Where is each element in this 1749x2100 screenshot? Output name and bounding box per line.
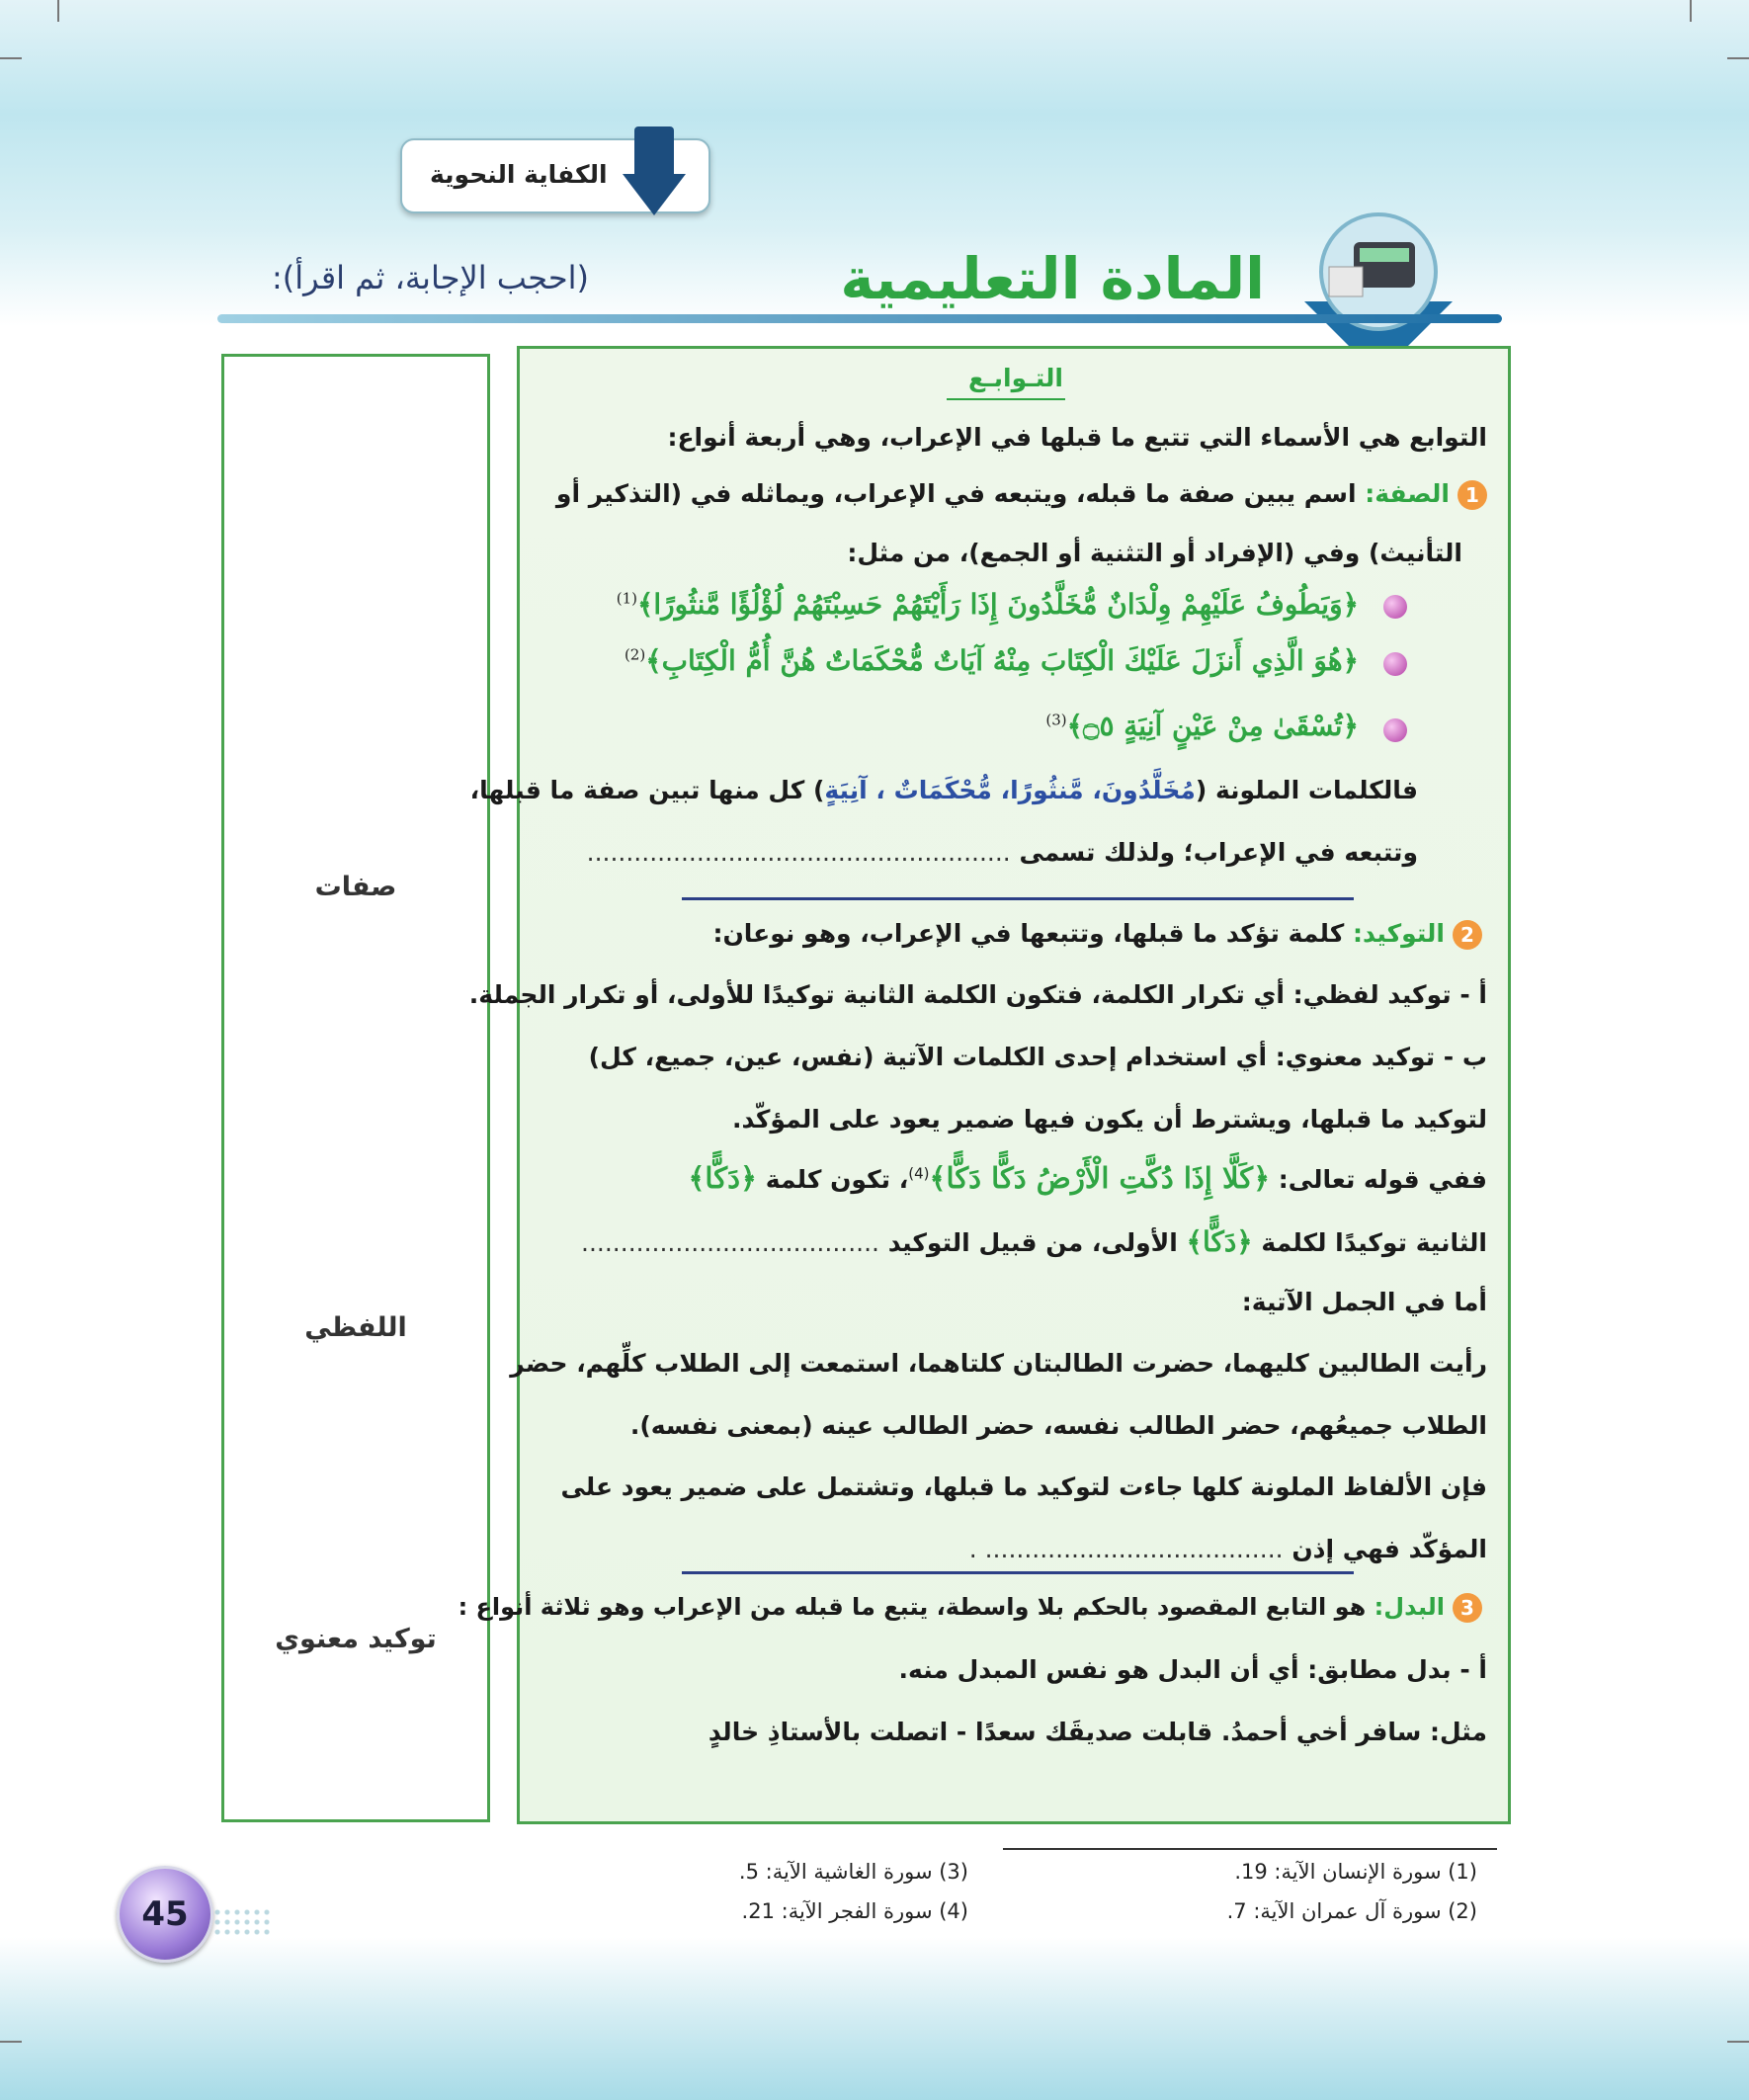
text: ففي قوله تعالى: [1278, 1165, 1487, 1194]
section-1-line-3 [470, 776, 1418, 804]
verse-word: ﴿دَكًّا﴾ [688, 1161, 757, 1195]
section-text: كلمة تؤكد ما قبلها، وتتبعها في الإعراب، وهو نوعان: [712, 919, 1345, 948]
verse-text: ﴿كَلَّا إِذَا دُكَّتِ الْأَرْضُ دَكًّا دَكًّا﴾ [929, 1161, 1271, 1195]
section-2-line-10: فإن الألفاظ الملونة كلها جاءت لتوكيد ما قبلها، وتشتمل على ضمير يعود على [560, 1472, 1487, 1501]
answer-column [221, 354, 490, 1822]
section-1-line-4 [587, 838, 1418, 867]
answer-2: اللفظي [304, 1312, 407, 1343]
verse-ref: (1) [616, 589, 637, 608]
footnote-1: (1) سورة الإنسان الآية: 19. [1234, 1860, 1477, 1884]
section-2-line-8: رأيت الطالبين كليهما، حضرت الطالبتان كلتاهما، استمعت إلى الطلاب كلِّهم، حضر [510, 1349, 1487, 1378]
page-number-badge: 45 [117, 1866, 213, 1963]
decorative-dots [212, 1907, 272, 1937]
verse-word: ﴿دَكًّا﴾ [1186, 1225, 1253, 1258]
section-tab-label: الكفاية النحوية [430, 160, 608, 189]
bullet-icon [1383, 652, 1407, 676]
section-text: هو التابع المقصود بالحكم بلا واسطة، يتبع ما قبله من الإعراب وهو ثلاثة أنواع : [458, 1593, 1367, 1621]
text: المؤكّد فهي إذن [1291, 1535, 1487, 1563]
answer-blank: ...................................................... [586, 838, 1011, 867]
content-heading: التـوابـع [968, 364, 1063, 392]
crop-mark [1727, 2041, 1749, 2043]
text: الثانية توكيدًا لكلمة [1261, 1228, 1487, 1257]
section-2-line-11 [969, 1535, 1487, 1563]
section-3-line-3: مثل: سافر أخي أحمدُ. قابلت صديقَك سعدًا - اتصلت بالأستاذِ خالدٍ [708, 1718, 1487, 1746]
answer-1: صفات [314, 872, 397, 902]
footnote-rule [1003, 1848, 1497, 1850]
section-3-line-2: أ - بدل مطابق: أي أن البدل هو نفس المبدل منه. [898, 1655, 1487, 1684]
footnote-2: (2) سورة آل عمران الآية: 7. [1226, 1899, 1477, 1923]
separator-line [682, 1571, 1354, 1574]
crop-mark [1727, 57, 1749, 59]
text: ) كل منها تبين صفة ما قبلها، [469, 776, 825, 804]
arrow-down-icon-head [623, 174, 686, 215]
text: فالكلمات الملونة ( [1195, 776, 1418, 804]
verse-1 [617, 588, 1359, 621]
bullet-icon [1383, 718, 1407, 742]
footnote-4: (4) سورة الفجر الآية: 21. [741, 1899, 968, 1923]
section-2-line-3: ب - توكيد معنوي: أي استخدام إحدى الكلمات الآتية (نفس، عين، جميع، كل) [588, 1043, 1487, 1071]
verse-2 [625, 644, 1359, 677]
title-underline-bar [217, 314, 1502, 323]
separator-line [682, 897, 1354, 900]
section-number-badge: 1 [1458, 480, 1487, 510]
text: وتتبعه في الإعراب؛ ولذلك تسمى [1019, 838, 1418, 867]
verse-text: ﴿هُوَ الَّذِي أَنزَلَ عَلَيْكَ الْكِتَابَ مِنْهُ آيَاتٌ مُّحْكَمَاتٌ هُنَّ أُمُّ الْكِتَابِ﴾ [645, 644, 1359, 677]
footer-background [0, 1937, 1749, 2100]
crop-mark [1690, 0, 1692, 22]
section-2-line-5 [688, 1161, 1487, 1195]
section-1-line-2: التأنيث) وفي (الإفراد أو التثنية أو الجمع)، من مثل: [847, 539, 1462, 567]
section-text: اسم يبين صفة ما قبله، ويتبعه في الإعراب، ويماثله في (التذكير أو [555, 479, 1357, 508]
page-title: المادة التعليمية [840, 245, 1265, 312]
bullet-icon [1383, 595, 1407, 619]
section-2-line-7: أما في الجمل الآتية: [1241, 1288, 1487, 1316]
answer-blank: ...................................... [581, 1228, 879, 1257]
section-2-line-6 [581, 1225, 1487, 1258]
section-keyword: الصفة: [1365, 479, 1450, 508]
crop-mark [0, 2041, 22, 2043]
text: الأولى، من قبيل التوكيد [887, 1228, 1178, 1257]
answer-blank: ...................................... . [968, 1535, 1284, 1563]
verse-ref: (2) [624, 645, 646, 664]
section-3-line-1 [458, 1593, 1482, 1623]
text: ، تكون كلمة [765, 1165, 909, 1194]
section-keyword: البدل: [1374, 1593, 1445, 1621]
verse-text: ﴿تُسْقَىٰ مِنْ عَيْنٍ آنِيَةٍ ۝٥﴾ [1066, 710, 1359, 742]
page-subtitle: (احجب الإجابة، ثم اقرأ): [272, 259, 590, 296]
verse-ref: (3) [1045, 711, 1067, 729]
verse-text: ﴿وَيَطُوفُ عَلَيْهِمْ وِلْدَانٌ مُّخَلَّدُونَ إِذَا رَأَيْتَهُمْ حَسِبْتَهُمْ لُؤْلُؤًا مَّنثُورًا﴾ [636, 588, 1359, 621]
section-2-line-9: الطلاب جميعُهم، حضر الطالب نفسه، حضر الطالب عينه (بمعنى نفسه). [629, 1411, 1487, 1440]
answer-3: توكيد معنوي [275, 1624, 437, 1654]
section-number-badge: 2 [1453, 920, 1482, 950]
heading-underline [947, 398, 1065, 400]
section-1-line-1 [556, 479, 1487, 510]
section-number-badge: 3 [1453, 1593, 1482, 1623]
colored-words: مُخَلَّدُونَ، مَّنثُورًا، مُّحْكَمَاتٌ ، آنِيَةٍ [824, 776, 1196, 804]
intro-line: التوابع هي الأسماء التي تتبع ما قبلها في الإعراب، وهي أربعة أنواع: [667, 423, 1487, 452]
section-2-line-1 [712, 919, 1482, 950]
crop-mark [0, 57, 22, 59]
section-2-line-2: أ - توكيد لفظي: أي تكرار الكلمة، فتكون الكلمة الثانية توكيدًا للأولى، أو تكرار الجملة. [468, 980, 1487, 1009]
verse-ref: (4) [908, 1164, 930, 1183]
section-2-line-4: لتوكيد ما قبلها، ويشترط أن يكون فيها ضمير يعود على المؤكّد. [731, 1105, 1487, 1134]
crop-mark [57, 0, 59, 22]
verse-3 [1045, 710, 1359, 742]
section-keyword: التوكيد: [1352, 919, 1445, 948]
footnote-3: (3) سورة الغاشية الآية: 5. [738, 1860, 968, 1884]
